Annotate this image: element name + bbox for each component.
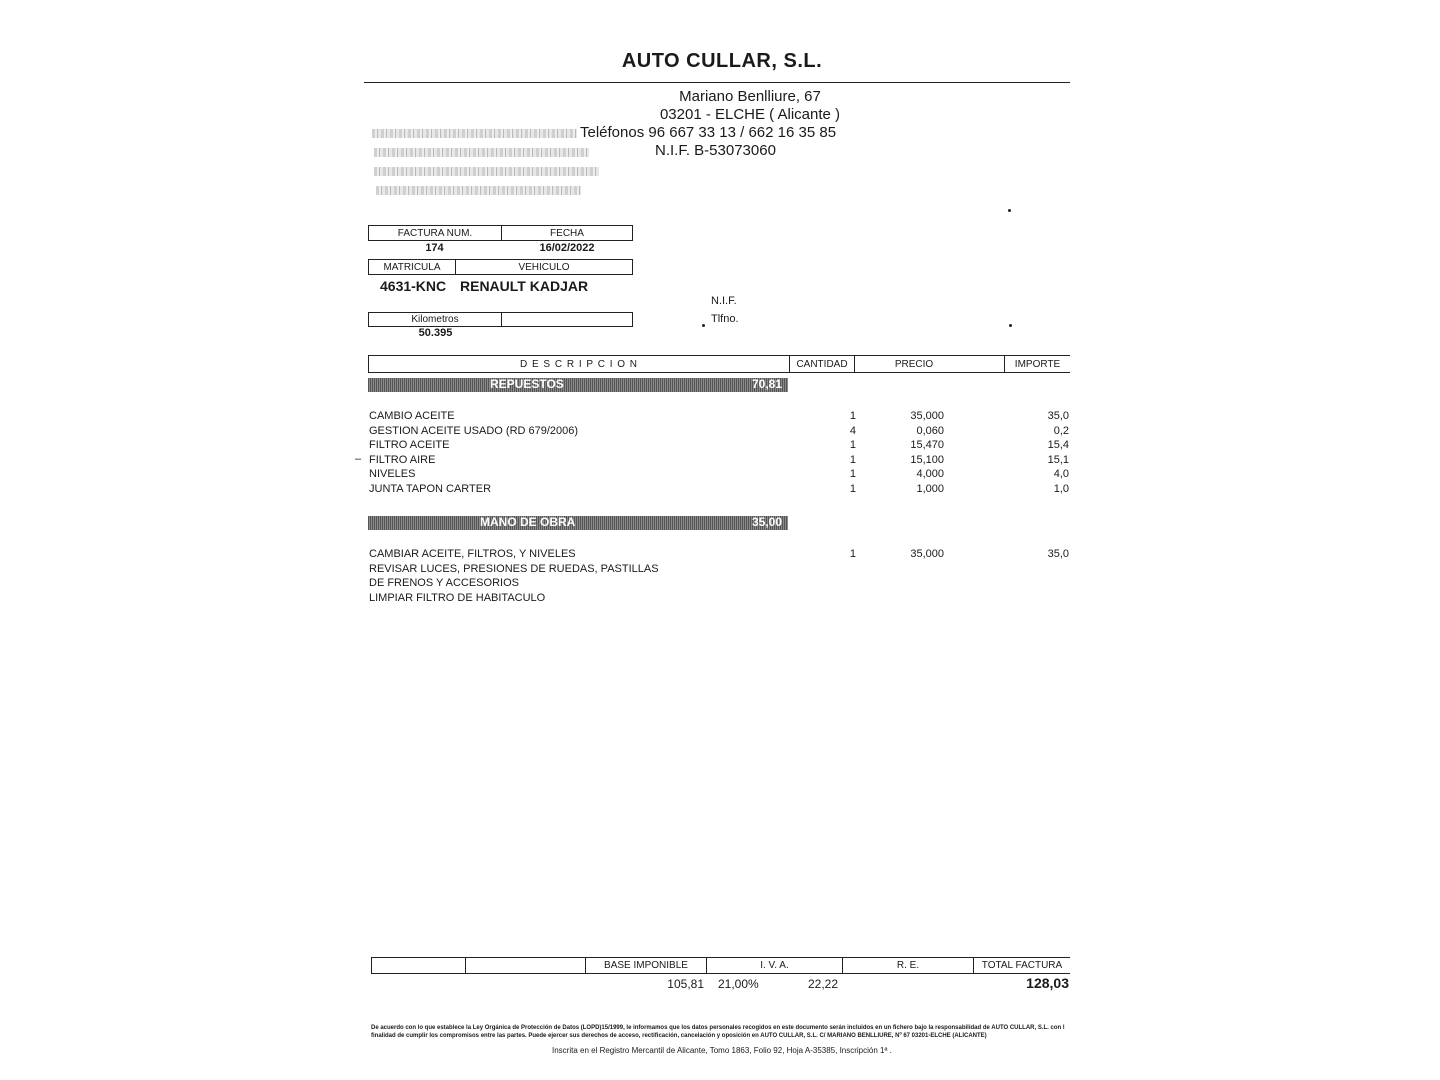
section-band-repuestos: [368, 378, 788, 392]
item-price: 35,000: [910, 410, 944, 422]
amount-header: IMPORTE: [1014, 358, 1061, 370]
item-quantity: 4: [849, 424, 856, 437]
totals-blank: [372, 958, 466, 973]
item-amount: 15,4: [1047, 439, 1069, 452]
price-header: PRECIO: [894, 358, 934, 370]
item-quantity: 1: [849, 548, 856, 560]
items-table-header: [368, 355, 1070, 373]
km-header-box: [368, 312, 633, 327]
item-amount: 35,0: [1047, 548, 1069, 560]
item-description: LIMPIAR FILTRO DE HABITACULO: [369, 591, 546, 604]
item-price: 15,470: [910, 439, 944, 452]
scan-mark: [1008, 209, 1011, 212]
scan-mark: [1009, 324, 1012, 327]
customer-phone-label: Tlfno.: [711, 313, 739, 325]
item-quantity: 1: [849, 439, 856, 452]
customer-nif-label: N.I.F.: [711, 295, 737, 307]
company-nif: N.I.F. B-53073060: [655, 142, 776, 159]
item-description: CAMBIO ACEITE: [369, 410, 455, 422]
redacted-line: [372, 129, 577, 138]
km-label: Kilometros: [369, 313, 502, 326]
section-title: REPUESTOS: [490, 377, 564, 391]
invoice-number: 174: [425, 242, 444, 254]
plate-value: 4631-KNC: [380, 278, 447, 294]
company-city: 03201 - ELCHE ( Alicante ): [659, 106, 841, 123]
item-description: FILTRO AIRE: [369, 453, 436, 466]
item-quantity: 1: [849, 410, 856, 422]
item-description: GESTION ACEITE USADO (RD 679/2006): [369, 424, 579, 437]
total-value: 128,03: [1026, 975, 1069, 991]
redacted-line: [376, 186, 581, 195]
item-quantity: 1: [849, 483, 856, 495]
item-quantity: 1: [849, 468, 856, 481]
company-phones: Teléfonos 96 667 33 13 / 662 16 35 85: [580, 124, 837, 141]
totals-header: [371, 957, 1070, 974]
item-description: FILTRO ACEITE: [369, 439, 450, 452]
scan-mark: –: [355, 453, 362, 465]
vehicle-label: VEHICULO: [518, 261, 570, 273]
item-price: 15,100: [910, 453, 944, 466]
item-amount: 35,0: [1047, 410, 1069, 422]
item-amount: 0,2: [1053, 424, 1069, 437]
re-label: R. E.: [843, 958, 974, 973]
base-label: BASE IMPONIBLE: [586, 958, 707, 973]
item-price: 1,000: [916, 483, 944, 495]
item-description: DE FRENOS Y ACCESORIOS: [369, 577, 519, 590]
company-address: Mariano Benlliure, 67: [679, 88, 821, 105]
iva-label: I. V. A.: [707, 958, 843, 973]
iva-amount: 22,22: [807, 977, 838, 991]
redacted-line: [374, 148, 589, 157]
vehicle-header-box: [368, 259, 633, 275]
item-amount: 1,0: [1053, 483, 1069, 495]
scan-mark: [702, 324, 705, 327]
quantity-header: CANTIDAD: [790, 356, 855, 372]
section-title: MANO DE OBRA: [480, 515, 576, 529]
totals-blank: [466, 958, 586, 973]
item-price: 35,000: [910, 548, 944, 560]
base-value: 105,81: [667, 977, 704, 991]
invoice-date: 16/02/2022: [539, 242, 595, 254]
item-price: 0,060: [916, 424, 944, 437]
item-amount: 15,1: [1047, 453, 1069, 466]
redacted-line: [374, 167, 599, 176]
invoice-date-label: FECHA: [550, 227, 584, 239]
plate-label: MATRICULA: [369, 260, 456, 274]
item-description: JUNTA TAPON CARTER: [369, 483, 492, 495]
section-subtotal: 70,81: [751, 377, 782, 391]
company-name: AUTO CULLAR, S.L.: [621, 50, 823, 72]
header-rule: [364, 82, 1070, 83]
section-band-mano-de-obra: [368, 516, 788, 530]
registry-note: Inscrita en el Registro Mercantil de Alicante, Tomo 1863, Folio 92, Hoja A-35385, Inscripción 1ª .: [552, 1046, 892, 1055]
item-description: REVISAR LUCES, PRESIONES DE RUEDAS, PASTILLAS: [369, 562, 659, 575]
km-value: 50.395: [418, 327, 453, 339]
header-spacer: [974, 356, 1005, 372]
item-description: NIVELES: [369, 468, 416, 481]
total-label: TOTAL FACTURA: [981, 960, 1063, 971]
section-subtotal: 35,00: [751, 515, 782, 529]
description-header: D E S C R I P C I O N: [369, 356, 790, 372]
item-price: 4,000: [916, 468, 944, 481]
iva-rate: 21,00%: [718, 977, 759, 991]
item-description: CAMBIAR ACEITE, FILTROS, Y NIVELES: [369, 548, 576, 560]
invoice-number-label: FACTURA NUM.: [369, 226, 502, 240]
item-quantity: 1: [849, 453, 856, 466]
invoice-header-box: [368, 225, 633, 241]
legal-notice: De acuerdo con lo que establece la Ley Orgánica de Protección de Datos (LOPD)15/1999, le informamos que los datos personales recogidos en este documento serán incluidos en un fichero bajo la responsabilidad de AUTO CULLAR, S.L. con l finalidad de cumplir los compromisos entre las partes. Puede ejercer sus derechos de acceso, rectificación, cancelación y oposición en AUTO CULLAR, S.L. C/ MARIANO BENLLIURE, Nº 67 03201-ELCHE (ALICANTE): [371, 1025, 1065, 1039]
vehicle-value: RENAULT KADJAR: [460, 278, 589, 294]
item-amount: 4,0: [1053, 468, 1069, 481]
